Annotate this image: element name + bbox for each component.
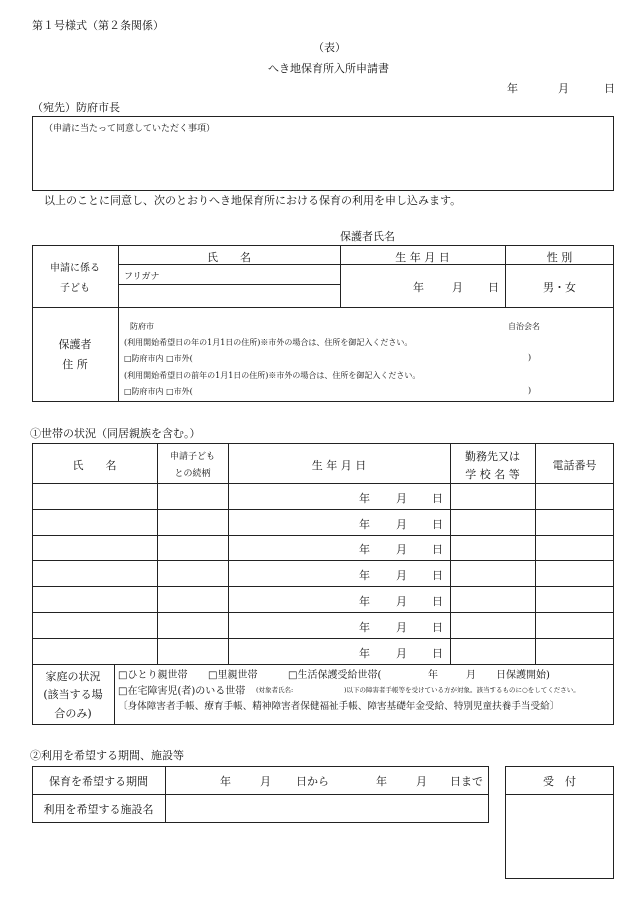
guardian-name-label: 保護者氏名 — [340, 230, 395, 243]
form-title: へき地保育所入所申請書 — [268, 62, 389, 75]
period-heading: ②利用を希望する期間、施設等 — [30, 749, 184, 762]
row-year: 年 — [359, 492, 370, 505]
period-to-year: 年 — [376, 775, 387, 788]
address-city: 防府市 — [130, 322, 154, 331]
household-phone-header: 電話番号 — [552, 459, 597, 472]
consent-statement: 以上のことに同意し、次のとおりへき地保育所における保育の利用を申し込みます。 — [44, 194, 462, 207]
child-dob-month: 月 — [452, 281, 463, 294]
child-gender-value: 男・女 — [543, 281, 576, 294]
facility-label: 利用を希望する施設名 — [43, 803, 154, 816]
date-day: 日 — [604, 82, 615, 95]
consent-box-label: （申請に当たって同意していただく事項） — [44, 124, 216, 134]
side-label: （表） — [313, 41, 346, 54]
child-gender-header: 性 別 — [546, 251, 573, 264]
household-work-header-2: 学 校 名 等 — [465, 468, 520, 481]
child-name-header: 氏 名 — [207, 251, 251, 264]
row-month: 月 — [396, 492, 407, 505]
child-row-label-1: 申請に係る — [50, 263, 100, 274]
family-welfare-year: 年 — [428, 670, 438, 681]
row-year: 年 — [359, 647, 370, 660]
period-from-month: 月 — [260, 775, 271, 788]
row-day: 日 — [432, 492, 443, 505]
row-day: 日 — [432, 647, 443, 660]
row-day: 日 — [432, 595, 443, 608]
household-work-header-1: 勤務先又は — [465, 450, 520, 463]
child-dob-day: 日 — [488, 281, 499, 294]
family-label-3: 合のみ) — [54, 707, 92, 720]
family-label-2: (該当する場 — [43, 688, 103, 701]
address-assoc: 自治会名 — [508, 322, 540, 331]
row-year: 年 — [359, 569, 370, 582]
reception-label: 受 付 — [543, 775, 576, 788]
date-year: 年 — [507, 82, 518, 95]
household-name-header: 氏 名 — [72, 459, 117, 472]
row-month: 月 — [396, 595, 407, 608]
address-check-2: □防府市内 □市外( — [124, 387, 193, 396]
family-welfare-month: 月 — [466, 670, 476, 681]
address-row-label-2: 住 所 — [62, 358, 88, 371]
row-day: 日 — [432, 518, 443, 531]
row-year: 年 — [359, 543, 370, 556]
date-month: 月 — [558, 82, 569, 95]
row-day: 日 — [432, 543, 443, 556]
address-close-1: ) — [528, 353, 532, 362]
row-day: 日 — [432, 569, 443, 582]
family-welfare-start: 日保護開始) — [496, 670, 550, 681]
row-year: 年 — [359, 518, 370, 531]
address-note-1: (利用開始希望日の年の1月1日の住所)※市外の場合は、住所を御記入ください。 — [124, 338, 413, 347]
period-label: 保育を希望する期間 — [49, 775, 148, 788]
address-check-1: □防府市内 □市外( — [124, 354, 193, 363]
period-from-year: 年 — [220, 775, 231, 788]
row-year: 年 — [359, 621, 370, 634]
address-note-2: (利用開始希望日の前年の1月1日の住所)※市外の場合は、住所を御記入ください。 — [124, 371, 421, 380]
period-to-month: 月 — [416, 775, 427, 788]
row-month: 月 — [396, 621, 407, 634]
row-month: 月 — [396, 543, 407, 556]
household-relation-header-2: との続柄 — [174, 469, 211, 479]
address-close-2: ) — [528, 386, 532, 395]
row-month: 月 — [396, 647, 407, 660]
family-label-1: 家庭の状況 — [45, 670, 101, 683]
family-disabled-name: (対象者氏名: — [256, 686, 294, 694]
child-dob-year: 年 — [413, 281, 424, 294]
furigana-label: フリガナ — [124, 272, 160, 282]
child-row-label-2: 子ども — [60, 283, 90, 294]
household-relation-header-1: 申請子ども — [169, 452, 215, 462]
household-heading: ①世帯の状況（同居親族を含む。） — [30, 427, 201, 440]
period-from-day: 日から — [296, 775, 329, 788]
family-single-parent: □ひとり親世帯 — [118, 670, 188, 681]
family-disabled-note: )以下の障害者手帳等を受けている方が対象。該当するものに○をしてください。 — [344, 686, 580, 694]
row-day: 日 — [432, 621, 443, 634]
family-welfare: □生活保護受給世帯( — [288, 670, 382, 681]
address-row-label-1: 保護者 — [58, 338, 92, 351]
form-number: 第１号様式（第２条関係） — [32, 19, 164, 32]
family-disabled: □在宅障害児(者)のいる世帯 — [118, 686, 246, 697]
child-dob-header: 生 年 月 日 — [395, 251, 450, 264]
row-month: 月 — [396, 569, 407, 582]
family-foster: □里親世帯 — [208, 670, 258, 681]
period-to-day: 日まで — [450, 775, 483, 788]
family-certificates: 〔身体障害者手帳、療育手帳、精神障害者保健福祉手帳、障害基礎年金受給、特別児童扶養手当受給〕 — [118, 701, 560, 712]
addressee: （宛先）防府市長 — [32, 101, 120, 114]
row-year: 年 — [359, 595, 370, 608]
household-dob-header: 生 年 月 日 — [311, 459, 367, 472]
row-month: 月 — [396, 518, 407, 531]
